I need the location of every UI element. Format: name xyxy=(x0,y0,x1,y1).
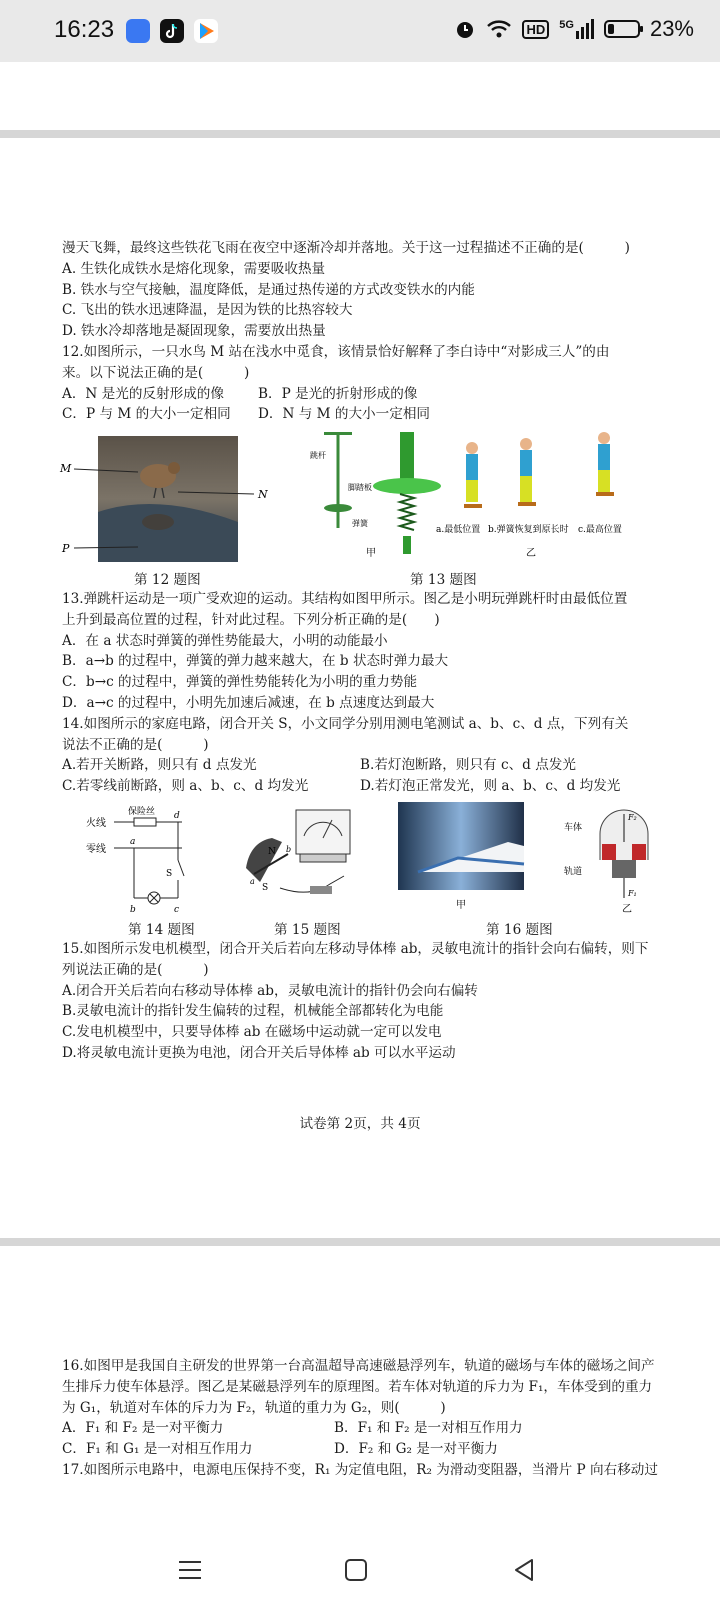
q12-options-row-1: A．N 是光的反射形成的像 B．P 是光的折射形成的像 xyxy=(62,385,418,402)
signal-icon: 5G xyxy=(559,19,594,39)
pogo-stick-diagram xyxy=(310,432,441,554)
figure-14-caption: 第 14 题图 xyxy=(128,922,195,938)
svg-text:甲: 甲 xyxy=(456,900,466,911)
figure-12-caption: 第 12 题图 xyxy=(134,572,201,588)
svg-text:b.弹簧恢复到原长时: b.弹簧恢复到原长时 xyxy=(488,525,569,535)
back-icon[interactable] xyxy=(510,1556,538,1584)
figure-12-bird-photo xyxy=(58,432,288,568)
figure-16-caption: 第 16 题图 xyxy=(486,922,553,938)
svg-text:c.最高位置: c.最高位置 xyxy=(578,525,622,535)
svg-text:S: S xyxy=(262,883,269,893)
question-11-text: 漫天飞舞，最终这些铁花飞雨在夜空中逐渐冷却并落地。关于这一过程描述不正确的是( ) A. 生铁化成铁水是熔化现象，需要吸收热量 B. 铁水与空气接触，温度降低，是通过热传递的方式改变铁水的内能 C. 飞出的铁水迅速降温，是因为铁的比热容较大 D. 铁水冷却落地是凝固现象，需要放出热量 12.如图所示，一只水鸟 M 站在浅水中觅食，该情景恰好解释了李白诗中“对影成三人”的由 来。以下说法正确的是( ) A．N 是光的反射形成的像 B．P 是光的折射形成的像 C．P 与 M 的大小一定相同 D．N 与 M 的大小一定相同 xyxy=(62,238,682,425)
svg-text:c: c xyxy=(174,905,180,914)
status-bar xyxy=(0,0,720,62)
svg-text:跳杆: 跳杆 xyxy=(310,451,326,460)
svg-text:脚踏板: 脚踏板 xyxy=(348,483,372,492)
svg-text:S: S xyxy=(166,869,173,879)
question-15-text: 15.如图所示发电机模型，闭合开关后若向左移动导体棒 ab，灵敏电流计的指针会向右偏转，则下 列说法正确的是( ) A.闭合开关后若向右移动导体棒 ab，灵敏电流计的指针仍会向右偏转 B.灵敏电流计的指针发生偏转的过程，机械能全部都转化为电能 C.发电机模型中，只要导体棒 ab 在磁场中运动就一定可以发电 D.将灵敏电流计更换为电池，闭合开关后导体棒 ab 可以水平运动 xyxy=(62,941,649,1061)
svg-text:F₂: F₂ xyxy=(628,813,637,822)
svg-text:P: P xyxy=(62,542,70,555)
q14-options-row-1: A.若开关断路，则只有 d 点发光 B.若灯泡断路，则只有 c、d 点发光 xyxy=(62,757,576,774)
menu-icon[interactable] xyxy=(176,1556,204,1584)
q16-options-row-1: A．F₁ 和 F₂ 是一对平衡力 B．F₁ 和 F₂ 是一对相互作用力 xyxy=(62,1420,523,1437)
status-indicators xyxy=(454,16,694,42)
page-divider-2 xyxy=(0,1238,720,1246)
svg-text:零线: 零线 xyxy=(86,844,106,855)
status-time: 16:23 xyxy=(54,16,115,43)
battery-icon xyxy=(604,20,640,38)
figure-16-maglev-photo xyxy=(398,802,528,912)
svg-text:a.最低位置: a.最低位置 xyxy=(436,525,481,535)
svg-text:N: N xyxy=(268,847,276,857)
battery-percent: 23% xyxy=(649,16,694,41)
page-footer: 试卷第 2页，共 4页 xyxy=(299,1116,421,1132)
svg-text:车体: 车体 xyxy=(564,823,583,833)
tiktok-icon xyxy=(160,19,184,43)
svg-text:保险丝: 保险丝 xyxy=(128,807,156,817)
news-app-icon xyxy=(126,19,150,43)
figure-15-generator xyxy=(240,804,360,904)
figure-13-caption: 第 13 题图 xyxy=(410,572,477,588)
figure-16-maglev-diagram xyxy=(564,804,660,914)
svg-text:甲: 甲 xyxy=(366,548,376,559)
hd-badge: HD xyxy=(522,20,549,39)
svg-text:a: a xyxy=(130,837,136,847)
svg-text:a: a xyxy=(250,877,255,886)
svg-text:b: b xyxy=(130,905,136,914)
home-icon[interactable] xyxy=(342,1556,370,1584)
figure-13-pogo-stick xyxy=(304,428,644,564)
navigation-bar xyxy=(0,1540,720,1612)
svg-text:N: N xyxy=(258,488,268,501)
question-13-14-text: 13.弹跳杆运动是一项广受欢迎的运动。其结构如图甲所示。图乙是小明玩弹跳杆时由最低位置 上升到最高位置的过程，针对此过程。下列分析正确的是( ) A．在 a 状态时弹簧的弹性势能最大，小明的动能最小 B．a→b 的过程中，弹簧的弹力越来越大，在 b 状态时弹力最大 C．b→c 的过程中，弹簧的弹性势能转化为小明的重力势能 D．a→c 的过程中，小明先加速后减速，在 b 点速度达到最大 14.如图所示的家庭电路，闭合开关 S，小文同学分别用测电笔测试 a、b、c、d 点，下列有关 说法不正确的是( ) A.若开关断路，则只有 d 点发光 B.若灯泡断路，则只有 c、d 点发光 C.若零线前断路，则 a、b、c、d 均发光 D.若灯泡正常发光，则 a、b、c、d 均发光 xyxy=(62,589,682,797)
alarm-icon xyxy=(454,18,476,40)
svg-text:轨道: 轨道 xyxy=(564,867,583,877)
q16-options-row-2: C．F₁ 和 G₁ 是一对相互作用力 D．F₂ 和 G₂ 是一对平衡力 xyxy=(62,1441,498,1458)
svg-text:乙: 乙 xyxy=(526,548,536,559)
pogo-stages xyxy=(436,432,622,535)
figure-14-circuit xyxy=(82,802,212,914)
svg-text:火线: 火线 xyxy=(86,818,106,829)
question-16-17-text: 16.如图甲是我国自主研发的世界第一台高温超导高速磁悬浮列车，轨道的磁场与车体的磁场之间产 生排斥力使车体悬浮。图乙是某磁悬浮列车的原理图。若车体对轨道的斥力为 F₁，车体受到的重力 为 G₁，轨道对车体的斥力为 F₂，轨道的重力为 G₂，则( ) A．F₁ 和 F₂ 是一对平衡力 B．F₁ 和 F₂ 是一对相互作用力 C．F₁ 和 G₁ 是一对相互作用力 D．F₂ 和 G₂ 是一对平衡力 17.如图所示电路中，电源电压保持不变，R₁ 为定值电阻，R₂ 为滑动变阻器，当滑片 P 向右移动过 xyxy=(62,1356,682,1481)
q12-options-row-2: C．P 与 M 的大小一定相同 D．N 与 M 的大小一定相同 xyxy=(62,406,431,423)
svg-text:弹簧: 弹簧 xyxy=(352,519,368,528)
wifi-icon xyxy=(486,18,512,40)
video-app-icon xyxy=(194,19,218,43)
svg-text:F₁: F₁ xyxy=(628,889,637,898)
svg-text:M: M xyxy=(60,462,72,475)
q14-options-row-2: C.若零线前断路，则 a、b、c、d 均发光 D.若灯泡正常发光，则 a、b、c、d 均发光 xyxy=(62,778,621,795)
page-divider xyxy=(0,130,720,138)
svg-text:d: d xyxy=(174,811,180,821)
svg-text:b: b xyxy=(286,845,292,854)
figure-15-caption: 第 15 题图 xyxy=(274,922,341,938)
svg-text:乙: 乙 xyxy=(622,904,632,914)
